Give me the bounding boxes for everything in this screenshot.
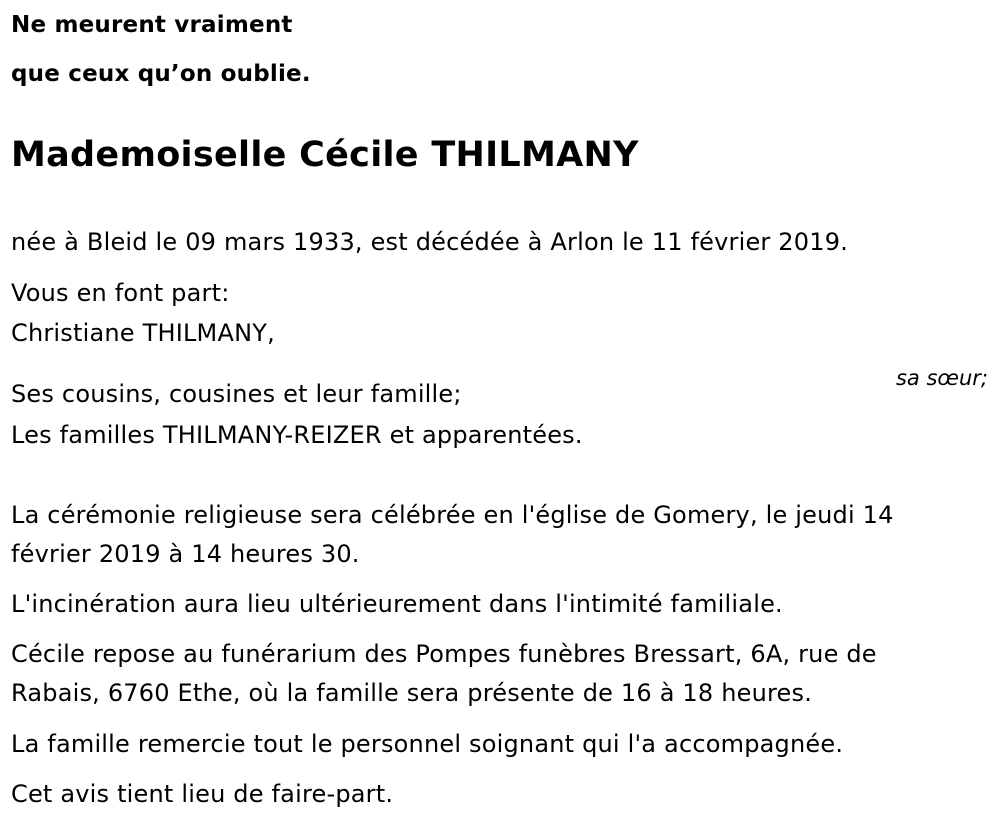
ceremony-line-2: février 2019 à 14 heures 30. <box>11 540 360 568</box>
funerarium-line-2: Rabais, 6760 Ethe, où la famille sera présente de 16 à 18 heures. <box>11 679 813 707</box>
closing-line: Cet avis tient lieu de faire-part. <box>11 780 394 808</box>
family-member-relation: sa sœur; <box>895 366 988 390</box>
family-cousins: Ses cousins, cousines et leur famille; <box>11 380 462 408</box>
thanks-line: La famille remercie tout le personnel soignant qui l'a accompagnée. <box>11 730 844 758</box>
epigraph-line-2: que ceux qu’on oublie. <box>11 61 311 87</box>
ceremony-line-1: La cérémonie religieuse sera célébrée en l'église de Gomery, le jeudi 14 <box>11 501 894 529</box>
funerarium-line-1: Cécile repose au funérarium des Pompes funèbres Bressart, 6A, rue de <box>11 640 877 668</box>
family-intro: Vous en font part: <box>11 279 230 307</box>
epigraph-line-1: Ne meurent vraiment <box>11 12 293 38</box>
birth-death-line: née à Bleid le 09 mars 1933, est décédée à Arlon le 11 février 2019. <box>11 228 849 256</box>
incineration-line: L'incinération aura lieu ultérieurement dans l'intimité familiale. <box>11 590 783 618</box>
deceased-name: Mademoiselle Cécile THILMANY <box>11 135 639 175</box>
family-related: Les familles THILMANY-REIZER et apparentées. <box>11 421 583 449</box>
family-member-name: Christiane THILMANY, <box>11 319 275 347</box>
